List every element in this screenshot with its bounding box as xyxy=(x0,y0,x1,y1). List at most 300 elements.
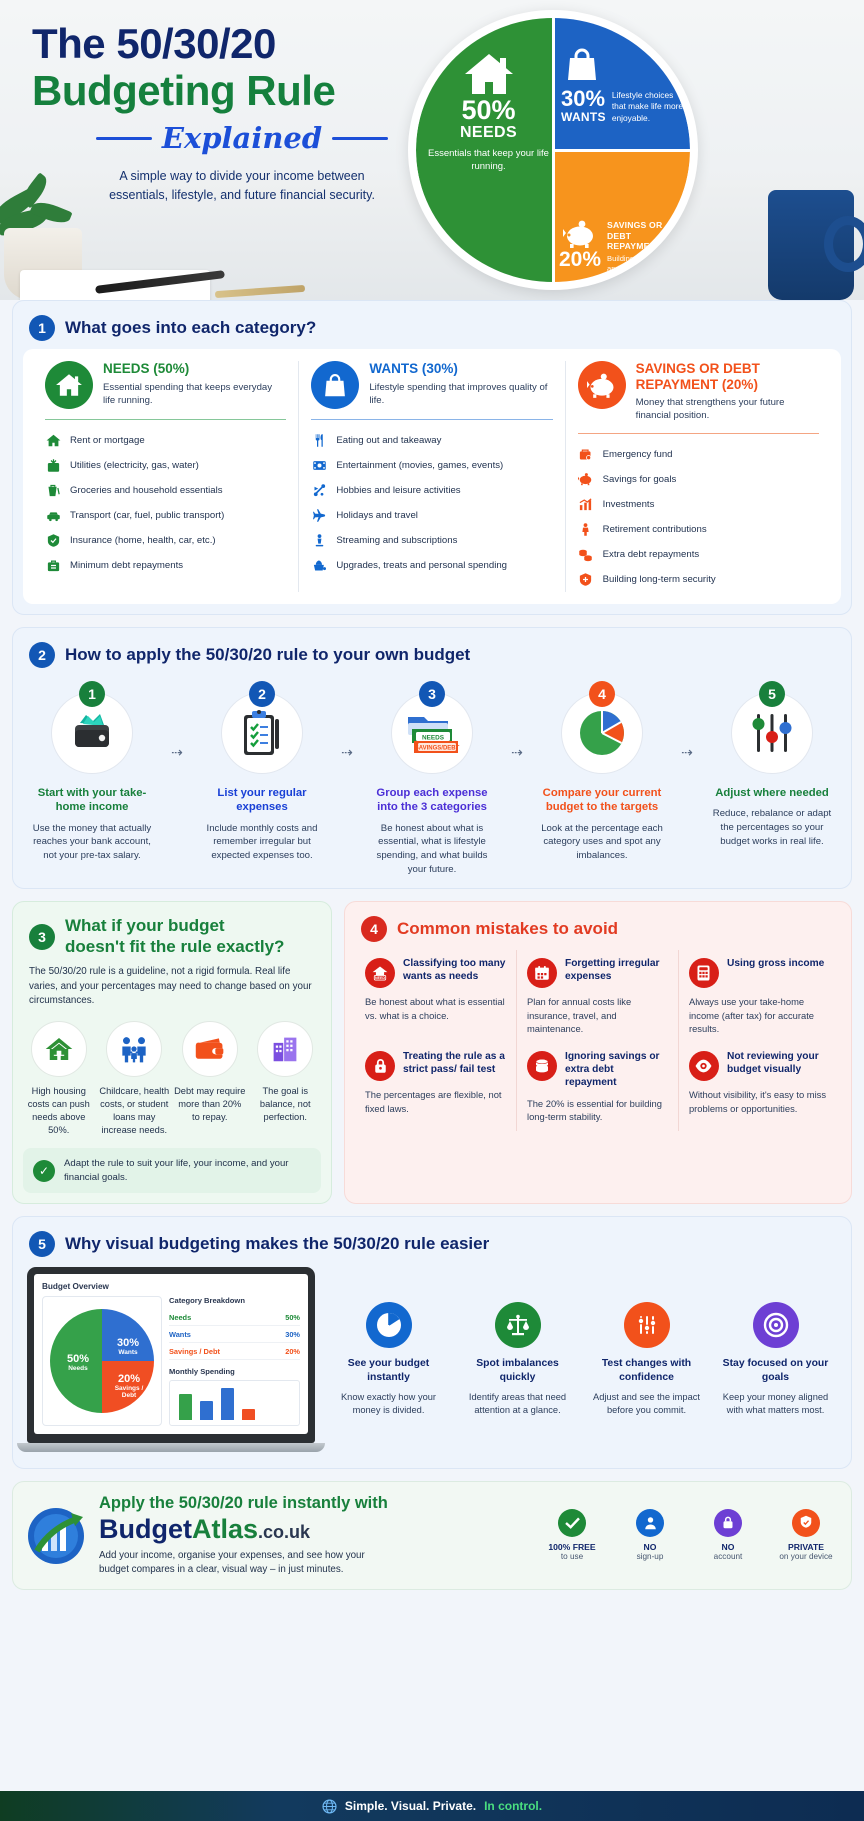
list-item-label: Investments xyxy=(602,498,655,510)
house-icon xyxy=(45,433,61,449)
budgetatlas-logo-icon xyxy=(25,1505,87,1567)
piggy-bank-icon xyxy=(578,471,594,487)
mistake-desc: Be honest about what is essential vs. what is a choice. xyxy=(365,996,505,1021)
shopping-bag-icon xyxy=(311,361,359,409)
laptop-mockup xyxy=(27,1267,315,1452)
eye-icon xyxy=(689,1051,719,1081)
section-3-note-text: Adapt the rule to suit your life, your income, and your financial goals. xyxy=(64,1158,289,1183)
section-4 xyxy=(344,901,852,1204)
list-item xyxy=(311,453,552,478)
brand-part1: Budget xyxy=(99,1514,192,1545)
brand-tld: .co.uk xyxy=(258,1522,311,1543)
spending-bar xyxy=(221,1388,234,1420)
arrow-icon: ⇢ xyxy=(681,743,693,760)
dashboard-breakdown-panel xyxy=(169,1296,300,1426)
divider-right xyxy=(332,137,388,140)
steps-row xyxy=(23,676,841,878)
breakdown-title: Category Breakdown xyxy=(169,1296,245,1306)
pie-savings-label: SAVINGS OR DEBT REPAYMENT xyxy=(607,220,663,251)
category-wants-text xyxy=(369,361,552,407)
category-savings-text xyxy=(636,361,819,423)
section-3-item xyxy=(23,1021,95,1136)
mistake-item xyxy=(679,1043,841,1131)
list-item xyxy=(45,503,286,528)
house-icon xyxy=(463,52,515,96)
benefit-desc: Identify areas that need attention at a glance. xyxy=(468,1392,567,1416)
breakdown-label: Savings / Debt xyxy=(169,1346,220,1356)
shopping-bag-icon xyxy=(565,46,599,82)
step-4-circle xyxy=(561,685,643,774)
category-needs-text xyxy=(103,361,286,407)
mistake-desc: Plan for annual costs like insurance, travel, and maintenance. xyxy=(526,996,632,1034)
calculator-icon xyxy=(689,958,719,988)
section-3-title-line1: What if your budget xyxy=(65,916,225,936)
mini-pie-chart xyxy=(50,1309,154,1413)
list-item-label: Groceries and household essentials xyxy=(70,485,223,496)
pie-wants-label: WANTS xyxy=(561,110,606,124)
section-5-number: 5 xyxy=(29,1231,55,1257)
breakdown-label: Needs xyxy=(169,1312,192,1322)
mini-pie-needs-label xyxy=(56,1353,100,1372)
benefit-desc: Keep your money aligned with what matters most. xyxy=(722,1392,829,1416)
hobbies-icon xyxy=(311,483,327,499)
pie-needs-content xyxy=(424,52,553,173)
step-5-circle xyxy=(731,685,813,774)
category-needs-header xyxy=(45,361,286,409)
dashboard-title: Budget Overview xyxy=(42,1282,109,1292)
list-item xyxy=(45,528,286,553)
section-5 xyxy=(12,1216,852,1469)
step-1 xyxy=(25,680,159,863)
step-5-number: 5 xyxy=(759,681,785,707)
list-item xyxy=(45,453,286,478)
breakdown-value: 30% xyxy=(285,1329,300,1339)
pie-wants-numblock xyxy=(561,88,606,124)
list-item xyxy=(578,542,819,567)
dashboard-grid xyxy=(42,1296,300,1426)
list-item xyxy=(578,492,819,517)
category-column-savings xyxy=(565,361,831,592)
dashboard-pie-panel xyxy=(42,1296,162,1426)
pie-chart-icon xyxy=(366,1302,412,1348)
section-4-number: 4 xyxy=(361,916,387,942)
mini-pie-needs-pct: 50% xyxy=(66,1353,90,1366)
check-circle-icon: ✓ xyxy=(33,1160,55,1182)
cta-feature-desc: to use xyxy=(560,1552,584,1562)
arrow-icon: ⇢ xyxy=(341,743,353,760)
category-savings-name: SAVINGS OR DEBT REPAYMENT (20%) xyxy=(635,361,760,392)
step-2-title: List your regular expenses xyxy=(217,786,307,814)
lock-icon xyxy=(365,1051,395,1081)
film-icon xyxy=(311,458,327,474)
pie-savings-textblock xyxy=(607,220,686,274)
spending-bar xyxy=(179,1394,192,1420)
section-2-number: 2 xyxy=(29,642,55,668)
section-4-title: Common mistakes to avoid xyxy=(397,919,619,939)
mistake-item xyxy=(355,950,517,1043)
mini-pie-wants-label xyxy=(108,1337,148,1356)
cta-feature xyxy=(617,1509,683,1563)
pie-wants-pct: 30% xyxy=(561,86,606,111)
category-needs-desc: Essential spending that keeps everyday life running. xyxy=(103,381,273,406)
need-tag-icon xyxy=(365,958,395,988)
divider xyxy=(311,419,552,420)
mug-decoration xyxy=(768,190,854,300)
pie-chart-icon xyxy=(574,707,630,759)
benefit-item xyxy=(327,1302,450,1417)
pie-needs-label: NEEDS xyxy=(459,124,518,142)
hero-title-line1: The 50/30/20 xyxy=(32,20,276,67)
breakdown-row xyxy=(169,1309,300,1326)
mini-pie-needs-name: Needs xyxy=(68,1365,88,1373)
mistake-title: Ignoring savings or extra debt repayment xyxy=(564,1051,660,1088)
step-4-title: Compare your current budget to the targets xyxy=(542,786,662,814)
section-3-number: 3 xyxy=(29,924,55,950)
pie-divider-horizontal xyxy=(553,149,690,152)
hero-subtitle-line1: A simple way to divide your income between xyxy=(119,169,365,184)
step-1-circle xyxy=(51,685,133,774)
cta-feature-title: NO xyxy=(643,1541,657,1552)
lock-icon xyxy=(714,1509,742,1537)
mistake-top xyxy=(527,958,668,988)
globe-icon xyxy=(322,1799,337,1814)
streaming-icon xyxy=(311,533,327,549)
step-3-circle xyxy=(391,685,473,774)
sections-3-and-4-row xyxy=(12,901,852,1204)
section-3-item xyxy=(99,1021,171,1136)
category-savings-header xyxy=(578,361,819,423)
hero-title-line2: Budgeting Rule xyxy=(32,66,336,114)
list-item-label: Hobbies and leisure activities xyxy=(336,485,461,496)
mistake-desc: Without visibility, it's easy to miss problems or opportunities. xyxy=(688,1089,827,1114)
category-column-wants xyxy=(298,361,564,592)
wallet-icon xyxy=(182,1021,238,1077)
car-icon xyxy=(45,508,61,524)
pie-wants-row xyxy=(561,88,684,124)
category-wants-name: WANTS (30%) xyxy=(369,361,458,376)
gift-icon xyxy=(311,558,327,574)
breakdown-row xyxy=(169,1326,300,1343)
cta-banner xyxy=(12,1481,852,1590)
shield-icon xyxy=(45,533,61,549)
list-item-label: Savings for goals xyxy=(602,473,677,485)
mistake-top xyxy=(689,1051,831,1081)
step-2-number: 2 xyxy=(249,681,275,707)
divider xyxy=(45,419,286,420)
list-item-label: Building long-term security xyxy=(602,573,716,585)
groceries-icon xyxy=(45,483,61,499)
user-icon xyxy=(636,1509,664,1537)
hero-subtitle-line2: essentials, lifestyle, and future financial security. xyxy=(109,188,375,203)
wallet-cash-icon xyxy=(67,711,117,755)
target-icon xyxy=(753,1302,799,1348)
piggy-bank-icon xyxy=(563,220,597,248)
step-3-title: Group each expense into the 3 categories xyxy=(376,786,488,814)
svg-text:NEEDS: NEEDS xyxy=(421,734,445,742)
footer-text-accent: In control. xyxy=(484,1799,543,1813)
section-1 xyxy=(12,300,852,615)
mistake-desc: The percentages are flexible, not fixed laws. xyxy=(365,1089,502,1114)
mistake-top xyxy=(689,958,831,988)
mini-pie-savings-label xyxy=(108,1373,150,1399)
piggy-bank-icon xyxy=(578,361,626,409)
list-item-label: Utilities (electricity, gas, water) xyxy=(70,460,199,471)
benefit-title: Stay focused on your goals xyxy=(722,1358,829,1383)
mistake-item xyxy=(517,1043,679,1131)
step-2-circle xyxy=(221,685,303,774)
calendar-icon xyxy=(527,958,557,988)
pie-wants-content xyxy=(561,46,684,124)
chart-up-icon xyxy=(578,496,594,512)
benefit-item xyxy=(456,1302,579,1417)
mistake-item xyxy=(355,1043,517,1131)
pie-savings-pct: 20% xyxy=(559,248,602,272)
hero-section xyxy=(0,0,864,300)
cta-feature-title: NO xyxy=(721,1541,735,1552)
laptop-base xyxy=(17,1443,325,1452)
benefit-item xyxy=(585,1302,708,1417)
benefit-item xyxy=(714,1302,837,1417)
step-1-desc: Use the money that actually reaches your bank account, not your pre-tax salary. xyxy=(32,822,152,861)
benefit-desc: Adjust and see the impact before you commit. xyxy=(593,1392,700,1416)
step-3-number: 3 xyxy=(419,681,445,707)
section-3-title-line2: doesn't fit the rule exactly? xyxy=(65,936,285,956)
mistake-desc: The 20% is essential for building long-term stability. xyxy=(526,1097,662,1123)
arrow-icon: ⇢ xyxy=(171,743,183,760)
list-item-label: Extra debt repayments xyxy=(602,548,700,560)
list-item-label: Emergency fund xyxy=(602,448,673,460)
hero-title-block xyxy=(32,22,452,206)
list-item xyxy=(45,553,286,578)
footer-bar xyxy=(0,1791,864,1821)
breakdown-label: Wants xyxy=(169,1329,191,1339)
step-4 xyxy=(535,680,669,863)
category-card xyxy=(23,349,841,604)
section-3 xyxy=(12,901,332,1204)
mistake-top xyxy=(527,1051,668,1090)
section-3-title xyxy=(65,916,284,957)
section-2 xyxy=(12,627,852,889)
mistake-title: Forgetting irregular expenses xyxy=(564,958,660,983)
cta-feature-title: PRIVATE xyxy=(788,1541,824,1552)
cta-feature-desc: sign-up xyxy=(636,1552,664,1562)
mistake-desc: Always use your take-home income (after tax) for accurate results. xyxy=(688,996,815,1034)
benefit-title: See your budget instantly xyxy=(347,1358,430,1383)
house-icon xyxy=(45,361,93,409)
mini-pie-wants-name: Wants xyxy=(118,1349,138,1357)
section-3-item-text: Childcare, health costs, or student loans may increase needs. xyxy=(99,1086,170,1135)
section-3-item-text: Debt may require more than 20% to repay. xyxy=(174,1086,246,1122)
mistake-title: Not reviewing your budget visually xyxy=(726,1051,819,1076)
section-5-header xyxy=(23,1227,841,1265)
mistake-top xyxy=(365,1051,506,1081)
step-2-desc: Include monthly costs and remember irregular but expected expenses too. xyxy=(206,822,318,861)
category-column-needs xyxy=(33,361,298,592)
breakdown-value: 20% xyxy=(285,1346,300,1356)
scales-icon xyxy=(495,1302,541,1348)
sliders-icon xyxy=(748,710,796,756)
pie-needs-desc: Essentials that keep your life running. xyxy=(428,148,549,172)
section-4-header xyxy=(355,912,841,950)
step-4-desc: Look at the percentage each category uses and spot any imbalances. xyxy=(541,822,663,861)
section-3-item xyxy=(250,1021,322,1136)
list-item xyxy=(311,503,552,528)
mistake-top xyxy=(365,958,506,988)
list-item xyxy=(578,567,819,592)
list-item xyxy=(578,442,819,467)
section-1-header xyxy=(23,311,841,349)
dashboard xyxy=(34,1274,308,1434)
list-item xyxy=(311,478,552,503)
mistake-item xyxy=(517,950,679,1043)
section-3-intro: The 50/30/20 rule is a guideline, not a rigid formula. Real life varies, and your percentages may need to change based on your circumstances. xyxy=(29,966,312,1007)
mini-pie-savings-pct: 20% xyxy=(117,1372,141,1385)
section-3-item xyxy=(174,1021,246,1136)
hero-pie-chart xyxy=(408,10,698,290)
cta-text xyxy=(99,1494,527,1577)
buildings-icon xyxy=(257,1021,313,1077)
list-item xyxy=(578,517,819,542)
cta-subtext xyxy=(99,1549,527,1577)
list-item-label: Upgrades, treats and personal spending xyxy=(336,560,507,571)
list-item-label: Minimum debt repayments xyxy=(70,560,184,571)
list-item-label: Rent or mortgage xyxy=(70,435,145,446)
cta-feature xyxy=(773,1509,839,1563)
cta-features xyxy=(539,1509,839,1563)
pie-savings-iconblock xyxy=(559,220,601,272)
mistake-title: Treating the rule as a strict pass/ fail test xyxy=(403,1051,505,1076)
section-3-note xyxy=(23,1148,321,1193)
coins-icon xyxy=(527,1051,557,1081)
spending-bar xyxy=(200,1401,213,1420)
hero-subtitle xyxy=(32,167,452,206)
step-4-number: 4 xyxy=(589,681,615,707)
step-2 xyxy=(195,680,329,863)
mistake-item xyxy=(679,950,841,1043)
pie-body xyxy=(416,18,690,282)
benefit-title: Test changes with confidence xyxy=(601,1358,692,1383)
section-1-number: 1 xyxy=(29,315,55,341)
list-item-label: Holidays and travel xyxy=(336,510,418,521)
clipboard-checklist-icon xyxy=(240,709,284,757)
cta-feature-desc: account xyxy=(713,1552,743,1562)
utilities-icon xyxy=(45,458,61,474)
pie-savings-content xyxy=(559,220,686,274)
category-wants-header xyxy=(311,361,552,409)
family-icon xyxy=(106,1021,162,1077)
security-icon xyxy=(578,571,594,587)
plane-icon xyxy=(311,508,327,524)
cta-feature-title: 100% FREE xyxy=(548,1541,596,1552)
spending-title: Monthly Spending xyxy=(169,1367,235,1377)
check-circle-icon xyxy=(558,1509,586,1537)
mistake-title: Using gross income xyxy=(726,958,825,970)
shield-icon xyxy=(792,1509,820,1537)
spending-bar xyxy=(242,1409,255,1420)
list-item-label: Streaming and subscriptions xyxy=(336,535,458,546)
debt-icon xyxy=(578,546,594,562)
step-3 xyxy=(365,680,499,876)
list-item-label: Entertainment (movies, games, events) xyxy=(336,460,504,471)
section-2-header xyxy=(23,638,841,676)
step-3-desc: Be honest about what is essential, what is lifestyle spending, and what builds your future. xyxy=(376,822,488,875)
step-5 xyxy=(705,680,839,848)
section-5-body xyxy=(23,1265,841,1458)
benefit-title: Spot imbalances quickly xyxy=(476,1358,559,1383)
list-item-label: Retirement contributions xyxy=(602,523,707,535)
cta-sub-line1: Add your income, organise your expenses, and see how your xyxy=(99,1549,365,1561)
pie-wants-desc: Lifestyle choices that make life more enjoyable. xyxy=(611,90,684,123)
brand-part2: Atlas xyxy=(191,1514,259,1545)
mistakes-grid xyxy=(355,950,841,1131)
house-icon xyxy=(31,1021,87,1077)
cta-feature xyxy=(539,1509,605,1563)
section-2-title: How to apply the 50/30/20 rule to your own budget xyxy=(65,644,471,664)
arrow-icon: ⇢ xyxy=(511,743,523,760)
pie-savings-row xyxy=(559,220,686,274)
step-5-title: Adjust where needed xyxy=(715,786,829,799)
mistake-title: Classifying too many wants as needs xyxy=(403,958,506,983)
spending-bar-chart xyxy=(169,1380,300,1426)
list-item-label: Eating out and takeaway xyxy=(336,435,442,446)
list-item xyxy=(578,467,819,492)
cta-feature-desc: on your device xyxy=(779,1552,833,1562)
section-3-header xyxy=(23,912,321,965)
section-3-item-text: The goal is balance, not perfection. xyxy=(259,1086,311,1122)
benefit-desc: Know exactly how your money is divided. xyxy=(340,1392,437,1416)
pie-savings-desc: Building your future and financial security. xyxy=(607,254,680,274)
divider xyxy=(578,433,819,434)
list-item xyxy=(311,553,552,578)
divider-left xyxy=(96,137,152,140)
category-wants-desc: Lifestyle spending that improves quality of life. xyxy=(369,381,548,406)
retirement-icon xyxy=(578,521,594,537)
cutlery-icon xyxy=(311,433,327,449)
svg-text:SAVINGS/DEBT: SAVINGS/DEBT xyxy=(414,745,460,752)
list-item-label: Insurance (home, health, car, etc.) xyxy=(70,535,216,546)
list-item xyxy=(45,428,286,453)
benefits-row xyxy=(327,1302,837,1417)
cta-feature xyxy=(695,1509,761,1563)
footer-text-main: Simple. Visual. Private. xyxy=(344,1799,477,1813)
step-1-number: 1 xyxy=(79,681,105,707)
briefcase-icon xyxy=(45,558,61,574)
mini-pie-savings-name: Savings / Debt xyxy=(114,1384,144,1400)
svg-text:NEED: NEED xyxy=(375,976,385,981)
breakdown-row xyxy=(169,1343,300,1360)
breakdown-value: 50% xyxy=(285,1312,300,1322)
laptop-screen xyxy=(27,1267,315,1443)
list-item xyxy=(311,428,552,453)
folders-icon xyxy=(404,711,460,755)
section-3-item-text: High housing costs can push needs above 50%. xyxy=(27,1086,90,1135)
section-3-items xyxy=(23,1021,321,1136)
emergency-fund-icon xyxy=(578,446,594,462)
explained-row xyxy=(32,121,452,155)
cta-brand xyxy=(99,1515,527,1545)
step-1-title: Start with your take-home income xyxy=(37,786,147,814)
list-item-label: Transport (car, fuel, public transport) xyxy=(70,510,225,521)
pie-needs-pct: 50% xyxy=(461,95,516,125)
section-1-title: What goes into each category? xyxy=(65,317,317,337)
cta-heading: Apply the 50/30/20 rule instantly with xyxy=(99,1494,388,1513)
section-5-title: Why visual budgeting makes the 50/30/20 rule easier xyxy=(65,1234,490,1254)
mini-pie-wants-pct: 30% xyxy=(116,1337,140,1350)
list-item xyxy=(311,528,552,553)
category-savings-desc: Money that strengthens your future financial position. xyxy=(635,397,785,422)
step-5-desc: Reduce, rebalance or adapt the percentages so your budget works in real life. xyxy=(712,808,832,847)
sliders-icon xyxy=(624,1302,670,1348)
